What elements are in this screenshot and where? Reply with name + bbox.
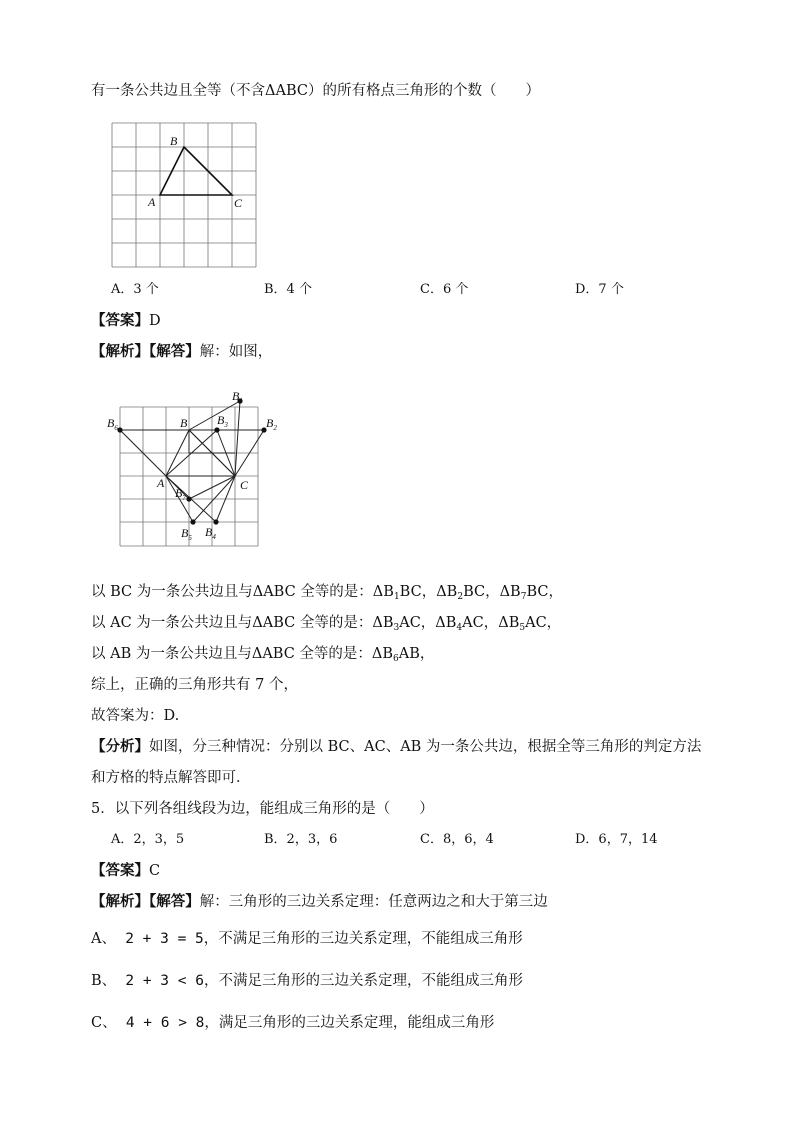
q5-item-a: A、 2 + 3 = 5，不满足三角形的三边关系定理，不能组成三角形 [91, 931, 523, 947]
analysis-tag: 【解析】【解答】 [91, 344, 200, 360]
analysis-text: 解：三角形的三边关系定理：任意两边之和大于第三边 [199, 894, 548, 910]
expr-c: 4 + 6 > 8 [125, 1015, 205, 1031]
answer-value: D [149, 313, 161, 329]
q5-option-a: A．2，3，5 [111, 832, 185, 847]
q5-item-b: B、 2 + 3 < 6，不满足三角形的三边关系定理，不能组成三角形 [91, 973, 523, 989]
q5-stem: 5．以下列各组线段为边，能组成三角形的是（ ） [91, 801, 434, 817]
q4-option-b: B．4 个 [264, 282, 312, 297]
q5-item-c: C、 4 + 6 > 8，满足三角形的三边关系定理，能组成三角形 [91, 1015, 495, 1031]
answer-tag: 【答案】 [91, 863, 149, 879]
label-a: A [148, 195, 156, 209]
expr-a: 2 + 3 = 5 [125, 931, 204, 947]
q4-option-c: C．6 个 [420, 282, 469, 297]
label-c: C [234, 196, 243, 210]
fenxi-tag: 【分析】 [91, 739, 149, 755]
label-b2: $B_2$ [266, 416, 277, 432]
label-b3: $B_3$ [217, 413, 228, 429]
label-c: C [240, 478, 249, 492]
q5-option-b: B．2，3，6 [264, 832, 338, 847]
label-b1: $B_1$ [232, 389, 243, 405]
q4-option-a: A．3 个 [111, 282, 159, 297]
fenxi-text: 如图，分三种情况：分别以 BC、AC、AB 为一条公共边，根据全等三角形的判定方法 [149, 739, 702, 755]
label-b: B [170, 134, 178, 148]
q5-analysis [91, 892, 548, 912]
q4-option-d: D．7 个 [575, 282, 624, 297]
q5-option-d: D．6，7，14 [575, 832, 658, 847]
label-a: A [157, 476, 165, 490]
label-b: B [180, 416, 188, 430]
q4-fenxi-continued: 和方格的特点解答即可． [91, 770, 251, 786]
q4-conclusion: 故答案为：D. [91, 708, 180, 724]
answer-tag: 【答案】 [91, 313, 149, 329]
label-b7: $B_7$ [175, 486, 186, 502]
label-b6: $B_6$ [107, 416, 118, 432]
solution-lines [120, 401, 264, 522]
label-b4: $B_4$ [205, 525, 216, 541]
q4-summary: 综上，正确的三角形共有 7 个， [91, 677, 298, 693]
q4-answer [91, 311, 161, 331]
q4-ab-line: 以 AB 为一条公共边且与ΔABC 全等的是：$\Delta B_6AB$， [91, 646, 435, 664]
q4-stem: 有一条公共边且全等（不含ΔABC）的所有格点三角形的个数（ ） [91, 83, 540, 99]
q5-option-c: C．8，6，4 [420, 832, 494, 847]
label-b5: $B_5$ [181, 526, 192, 542]
q4-bc-line: 以 BC 为一条公共边且与ΔABC 全等的是：$\Delta B_1BC$，$\Delta B_2BC$，$\Delta B_7BC$， [91, 584, 563, 602]
q5-answer [91, 861, 160, 881]
q4-ac-line: 以 AC 为一条公共边且与ΔABC 全等的是：$\Delta B_3AC$，$\Delta B_4AC$，$\Delta B_5AC$， [91, 615, 562, 633]
figure-2-grid [100, 383, 290, 553]
figure-1-grid [100, 115, 280, 275]
answer-value: C [149, 863, 161, 879]
expr-b: 2 + 3 < 6 [125, 973, 204, 989]
analysis-tag: 【解析】【解答】 [91, 894, 200, 910]
q4-analysis [91, 342, 272, 362]
q4-fenxi [91, 737, 701, 757]
analysis-text: 解：如图， [199, 344, 273, 360]
